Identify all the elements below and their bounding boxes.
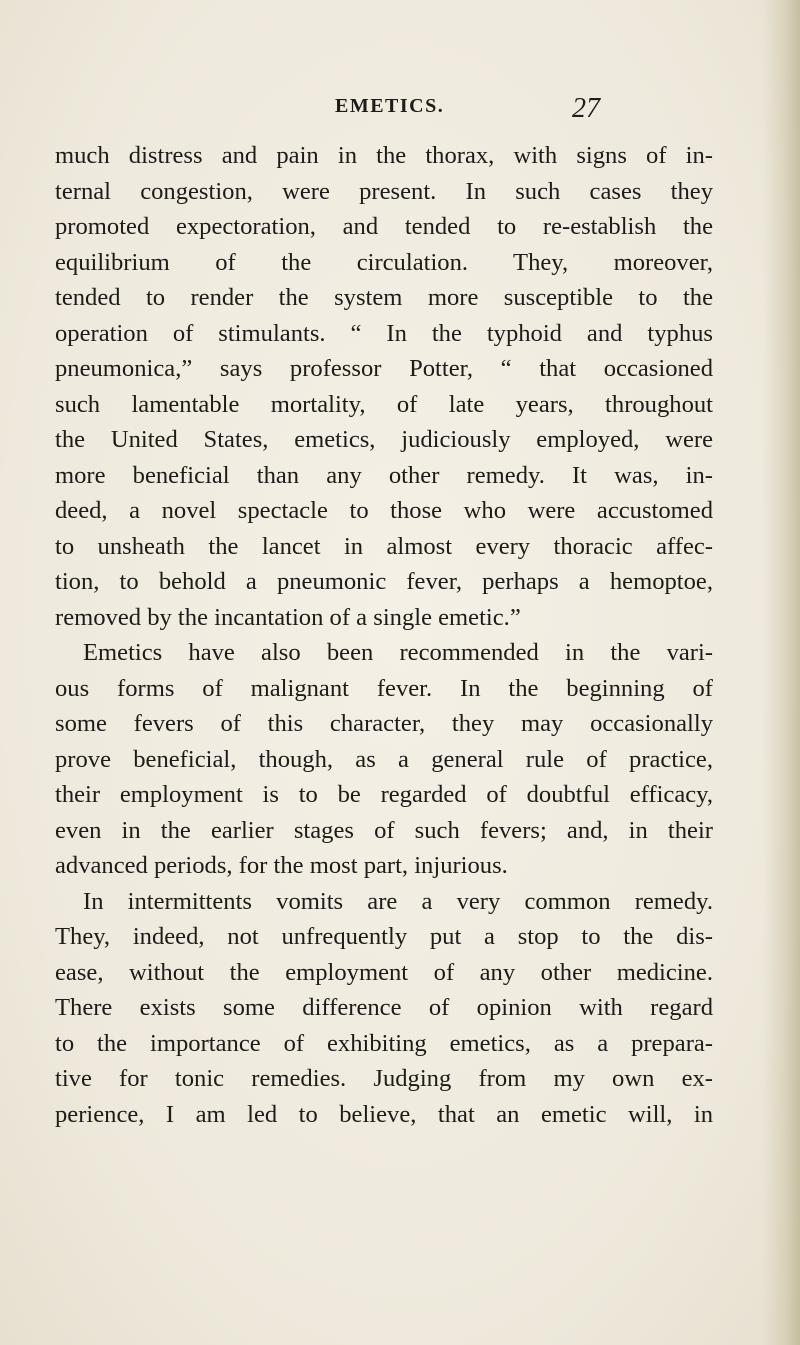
text-line: ease, without the employment of any other medicine. xyxy=(55,958,713,986)
text-line: operation of stimulants. “ In the typhoid and typhus xyxy=(55,319,713,347)
text-line: equilibrium of the circulation. They, moreover, xyxy=(55,248,713,276)
text-line: their employment is to be regarded of doubtful efficacy, xyxy=(55,781,713,808)
text-line: In intermittents vomits are a very common remedy. xyxy=(83,887,713,915)
text-line: Emetics have also been recommended in the vari- xyxy=(83,639,713,666)
running-head xyxy=(0,93,800,133)
running-title: EMETICS. xyxy=(335,95,445,117)
text-line: promoted expectoration, and tended to re-establish the xyxy=(55,213,713,240)
text-line: to unsheath the lancet in almost every thoracic affec- xyxy=(55,532,713,560)
text-line: tion, to behold a pneumonic fever, perhaps a hemoptoe, xyxy=(55,568,713,595)
text-line: They, indeed, not unfrequently put a stop to the dis- xyxy=(55,923,713,950)
page-number: 27 xyxy=(572,93,600,124)
text-line: tive for tonic remedies. Judging from my own ex- xyxy=(55,1065,713,1092)
page-edge-shadow xyxy=(762,0,800,1345)
text-line: even in the earlier stages of such fevers; and, in their xyxy=(55,816,713,844)
text-line: the United States, emetics, judiciously employed, were xyxy=(55,426,713,453)
text-line: to the importance of exhibiting emetics, as a prepara- xyxy=(55,1029,713,1057)
text-line: ous forms of malignant fever. In the beginning of xyxy=(55,674,713,702)
text-line: prove beneficial, though, as a general rule of practice, xyxy=(55,745,713,773)
text-line: more beneficial than any other remedy. It was, in- xyxy=(55,461,713,489)
text-line: some fevers of this character, they may occasionally xyxy=(55,710,713,737)
text-line: advanced periods, for the most part, injurious. xyxy=(55,852,508,879)
text-line: much distress and pain in the thorax, with signs of in- xyxy=(55,142,713,169)
text-line: such lamentable mortality, of late years, throughout xyxy=(55,390,713,418)
text-line: There exists some difference of opinion with regard xyxy=(55,994,713,1021)
text-line: perience, I am led to believe, that an emetic will, in xyxy=(55,1100,713,1128)
text-line: pneumonica,” says professor Potter, “ that occasioned xyxy=(55,355,713,382)
text-line: removed by the incantation of a single emetic.” xyxy=(55,603,521,631)
text-line: deed, a novel spectacle to those who were accustomed xyxy=(55,497,713,524)
text-line: ternal congestion, were present. In such cases they xyxy=(55,177,713,205)
text-line: tended to render the system more susceptible to the xyxy=(55,284,713,311)
body-text xyxy=(55,138,713,1132)
